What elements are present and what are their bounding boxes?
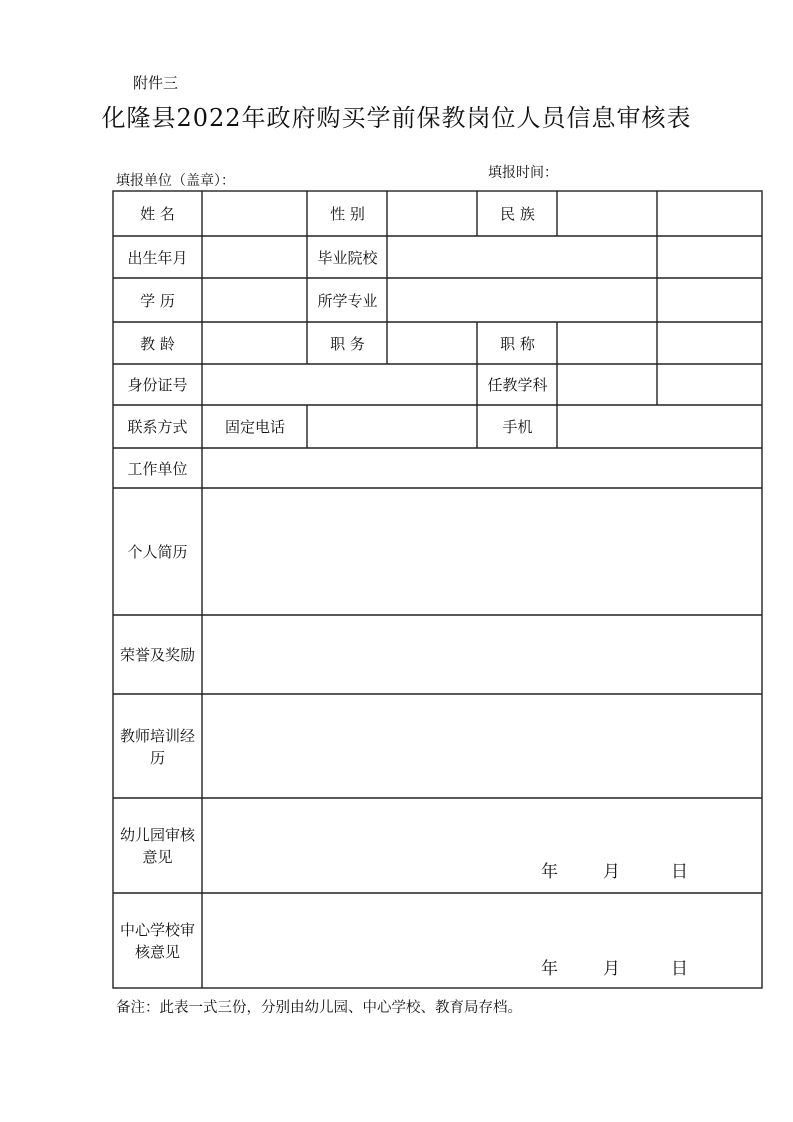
mobile-label: 手机: [502, 418, 533, 436]
training-label-line1: 教师培训经: [119, 726, 195, 745]
title-rank-label: 职 称: [500, 334, 535, 353]
fill-unit-label: 填报单位（盖章）：: [116, 173, 235, 189]
position-input[interactable]: [388, 323, 477, 364]
work-unit-input[interactable]: [203, 449, 762, 488]
landline-label: 固定电话: [224, 418, 285, 436]
photo-area[interactable]: [658, 191, 762, 404]
resume-input[interactable]: [203, 489, 762, 615]
subject-input[interactable]: [558, 365, 656, 405]
cs-day-label: 日: [671, 959, 688, 979]
mobile-input[interactable]: [558, 406, 762, 448]
kindergarten-opinion-line1: 幼儿园审核: [119, 826, 195, 844]
ethnicity-input[interactable]: [558, 191, 656, 236]
birth-input[interactable]: [203, 237, 307, 278]
school-input[interactable]: [388, 237, 656, 278]
gender-input[interactable]: [388, 191, 477, 236]
work-unit-label: 工作单位: [127, 459, 188, 478]
kg-month-label: 月: [603, 862, 620, 882]
honors-label: 荣誉及奖励: [119, 646, 195, 664]
contact-label: 联系方式: [127, 418, 188, 436]
name-input[interactable]: [203, 191, 307, 236]
kg-year-label: 年: [541, 862, 558, 882]
major-label: 所学专业: [317, 291, 378, 310]
education-input[interactable]: [203, 279, 307, 322]
landline-input[interactable]: [308, 406, 477, 448]
teaching-years-input[interactable]: [203, 323, 307, 364]
resume-label: 个人简历: [127, 543, 188, 561]
kg-day-label: 日: [671, 862, 688, 882]
ethnicity-label: 民 族: [500, 204, 535, 223]
school-label: 毕业院校: [317, 248, 378, 267]
name-label: 姓 名: [140, 204, 175, 223]
fill-time-label: 填报时间：: [488, 165, 558, 181]
education-label: 学 历: [140, 291, 175, 310]
id-number-input[interactable]: [203, 365, 477, 405]
id-number-label: 身份证号: [127, 376, 188, 394]
cs-month-label: 月: [603, 959, 620, 979]
training-input[interactable]: [203, 695, 762, 798]
subject-label: 任教学科: [487, 376, 548, 394]
form-title: 化隆县2022年政府购买学前保教岗位人员信息审核表: [101, 104, 692, 132]
training-label-line2: 历: [149, 748, 165, 767]
honors-input[interactable]: [203, 616, 762, 694]
title-rank-input[interactable]: [558, 323, 656, 364]
gender-label: 性 别: [330, 204, 365, 223]
birth-label: 出生年月: [127, 248, 188, 267]
center-school-opinion-line1: 中心学校审: [119, 921, 195, 939]
major-input[interactable]: [388, 279, 656, 322]
center-school-opinion-line2: 核意见: [134, 943, 180, 961]
kindergarten-opinion-line2: 意见: [142, 848, 173, 866]
position-label: 职 务: [330, 334, 365, 353]
training-label: [113, 695, 202, 798]
cs-year-label: 年: [541, 959, 558, 979]
kindergarten-opinion-label: [113, 799, 202, 893]
teaching-years-label: 教 龄: [140, 334, 175, 353]
footer-note: 备注：此表一式三份，分别由幼儿园、中心学校、教育局存档。: [116, 1000, 522, 1016]
annex-label: 附件三: [133, 74, 179, 92]
center-school-opinion-label: [113, 894, 202, 988]
